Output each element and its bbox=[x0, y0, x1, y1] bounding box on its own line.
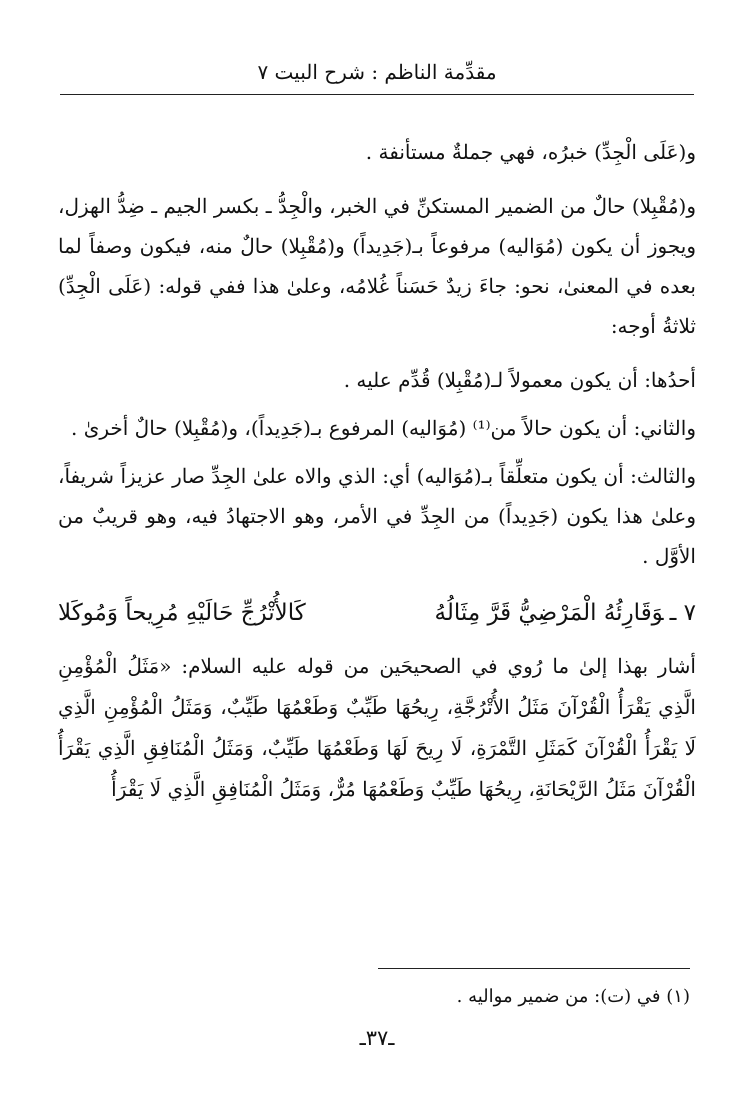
verse-first-text: وَقَارِئُهُ الْمَرْضِيُّ قَرَّ مِثَالُهُ bbox=[434, 600, 664, 626]
verse-first-hemistich bbox=[435, 590, 696, 636]
paragraph: و(مُقْبِلا) حالٌ من الضمير المستكنِّ في الخبر، والْجِدُّ ـ بكسر الجيم ـ ضِدُّ الهزل، ويجوز أن يكون (مُوَاليه) مرفوعاً بـ(جَدِيداً) و(مُقْبِلا) حالٌ منه، فيكون وصفاً لما بعده في المعنىٰ، نحو: جاءَ زيدٌ حَسَناً غُلامُه، وعلىٰ هذا ففي قوله: (عَلَى الْجِدِّ) ثلاثةُ أوجه: bbox=[58, 194, 696, 338]
verse-line bbox=[58, 590, 696, 636]
footnote-divider bbox=[378, 968, 690, 969]
footnote: (١) في (ت): من ضمير مواليه . bbox=[456, 986, 690, 1007]
paragraph: والثاني: أن يكون حالاً من⁽¹⁾ (مُوَاليه) المرفوع بـ(جَدِيداً)، و(مُقْبِلا) حالٌ أخرىٰ . bbox=[70, 416, 696, 440]
main-text bbox=[58, 132, 696, 824]
verse-second-hemistich: كَالأُتْرُجِّ حَالَيْهِ مُرِيحاً وَمُوكَلا bbox=[58, 600, 306, 626]
header-divider bbox=[60, 94, 694, 95]
paragraph: والثالث: أن يكون متعلِّقاً بـ(مُوَاليه) أي: الذي والاه علىٰ الجِدِّ صار عزيزاً شريفاً، وعلىٰ هذا يكون (جَدِيداً) من الجِدِّ في الأمر، وهو الاجتهادُ فيه، وهو قريبٌ من الأوَّل . bbox=[58, 464, 696, 568]
hadith-paragraph: أشار بهذا إلىٰ ما رُوي في الصحيحَين من قوله عليه السلام: «مَثَلُ الْمُؤْمِنِ الَّذِي يَقْرَأُ الْقُرْآنَ مَثَلُ الأُتْرُجَّةِ، رِيحُهَا طَيِّبٌ وَطَعْمُهَا طَيِّبٌ، وَمَثَلُ الْمُؤْمِنِ الَّذِي لَا يَقْرَأُ الْقُرْآنَ كَمَثَلِ التَّمْرَةِ، لَا رِيحَ لَهَا وَطَعْمُهَا طَيِّبٌ، وَمَثَلُ الْمُنَافِقِ الَّذِي يَقْرَأُ الْقُرْآنَ مَثَلُ الرَّيْحَانَةِ، رِيحُهَا طَيِّبٌ وَطَعْمُهَا مُرٌّ، وَمَثَلُ الْمُنَافِقِ الَّذِي لَا يَقْرَأُ bbox=[58, 654, 696, 801]
paragraph: أحدُها: أن يكون معمولاً لـ(مُقْبِلا) قُدِّم عليه . bbox=[343, 368, 696, 392]
paragraph: و(عَلَى الْجِدِّ) خبرُه، فهي جملةٌ مستأنفة . bbox=[365, 140, 696, 164]
verse-number: ٧ ـ bbox=[669, 600, 696, 626]
running-header: مقدِّمة الناظم : شرح البيت ٧ bbox=[257, 60, 497, 84]
page-number: ـ٣٧ـ bbox=[359, 1026, 395, 1050]
